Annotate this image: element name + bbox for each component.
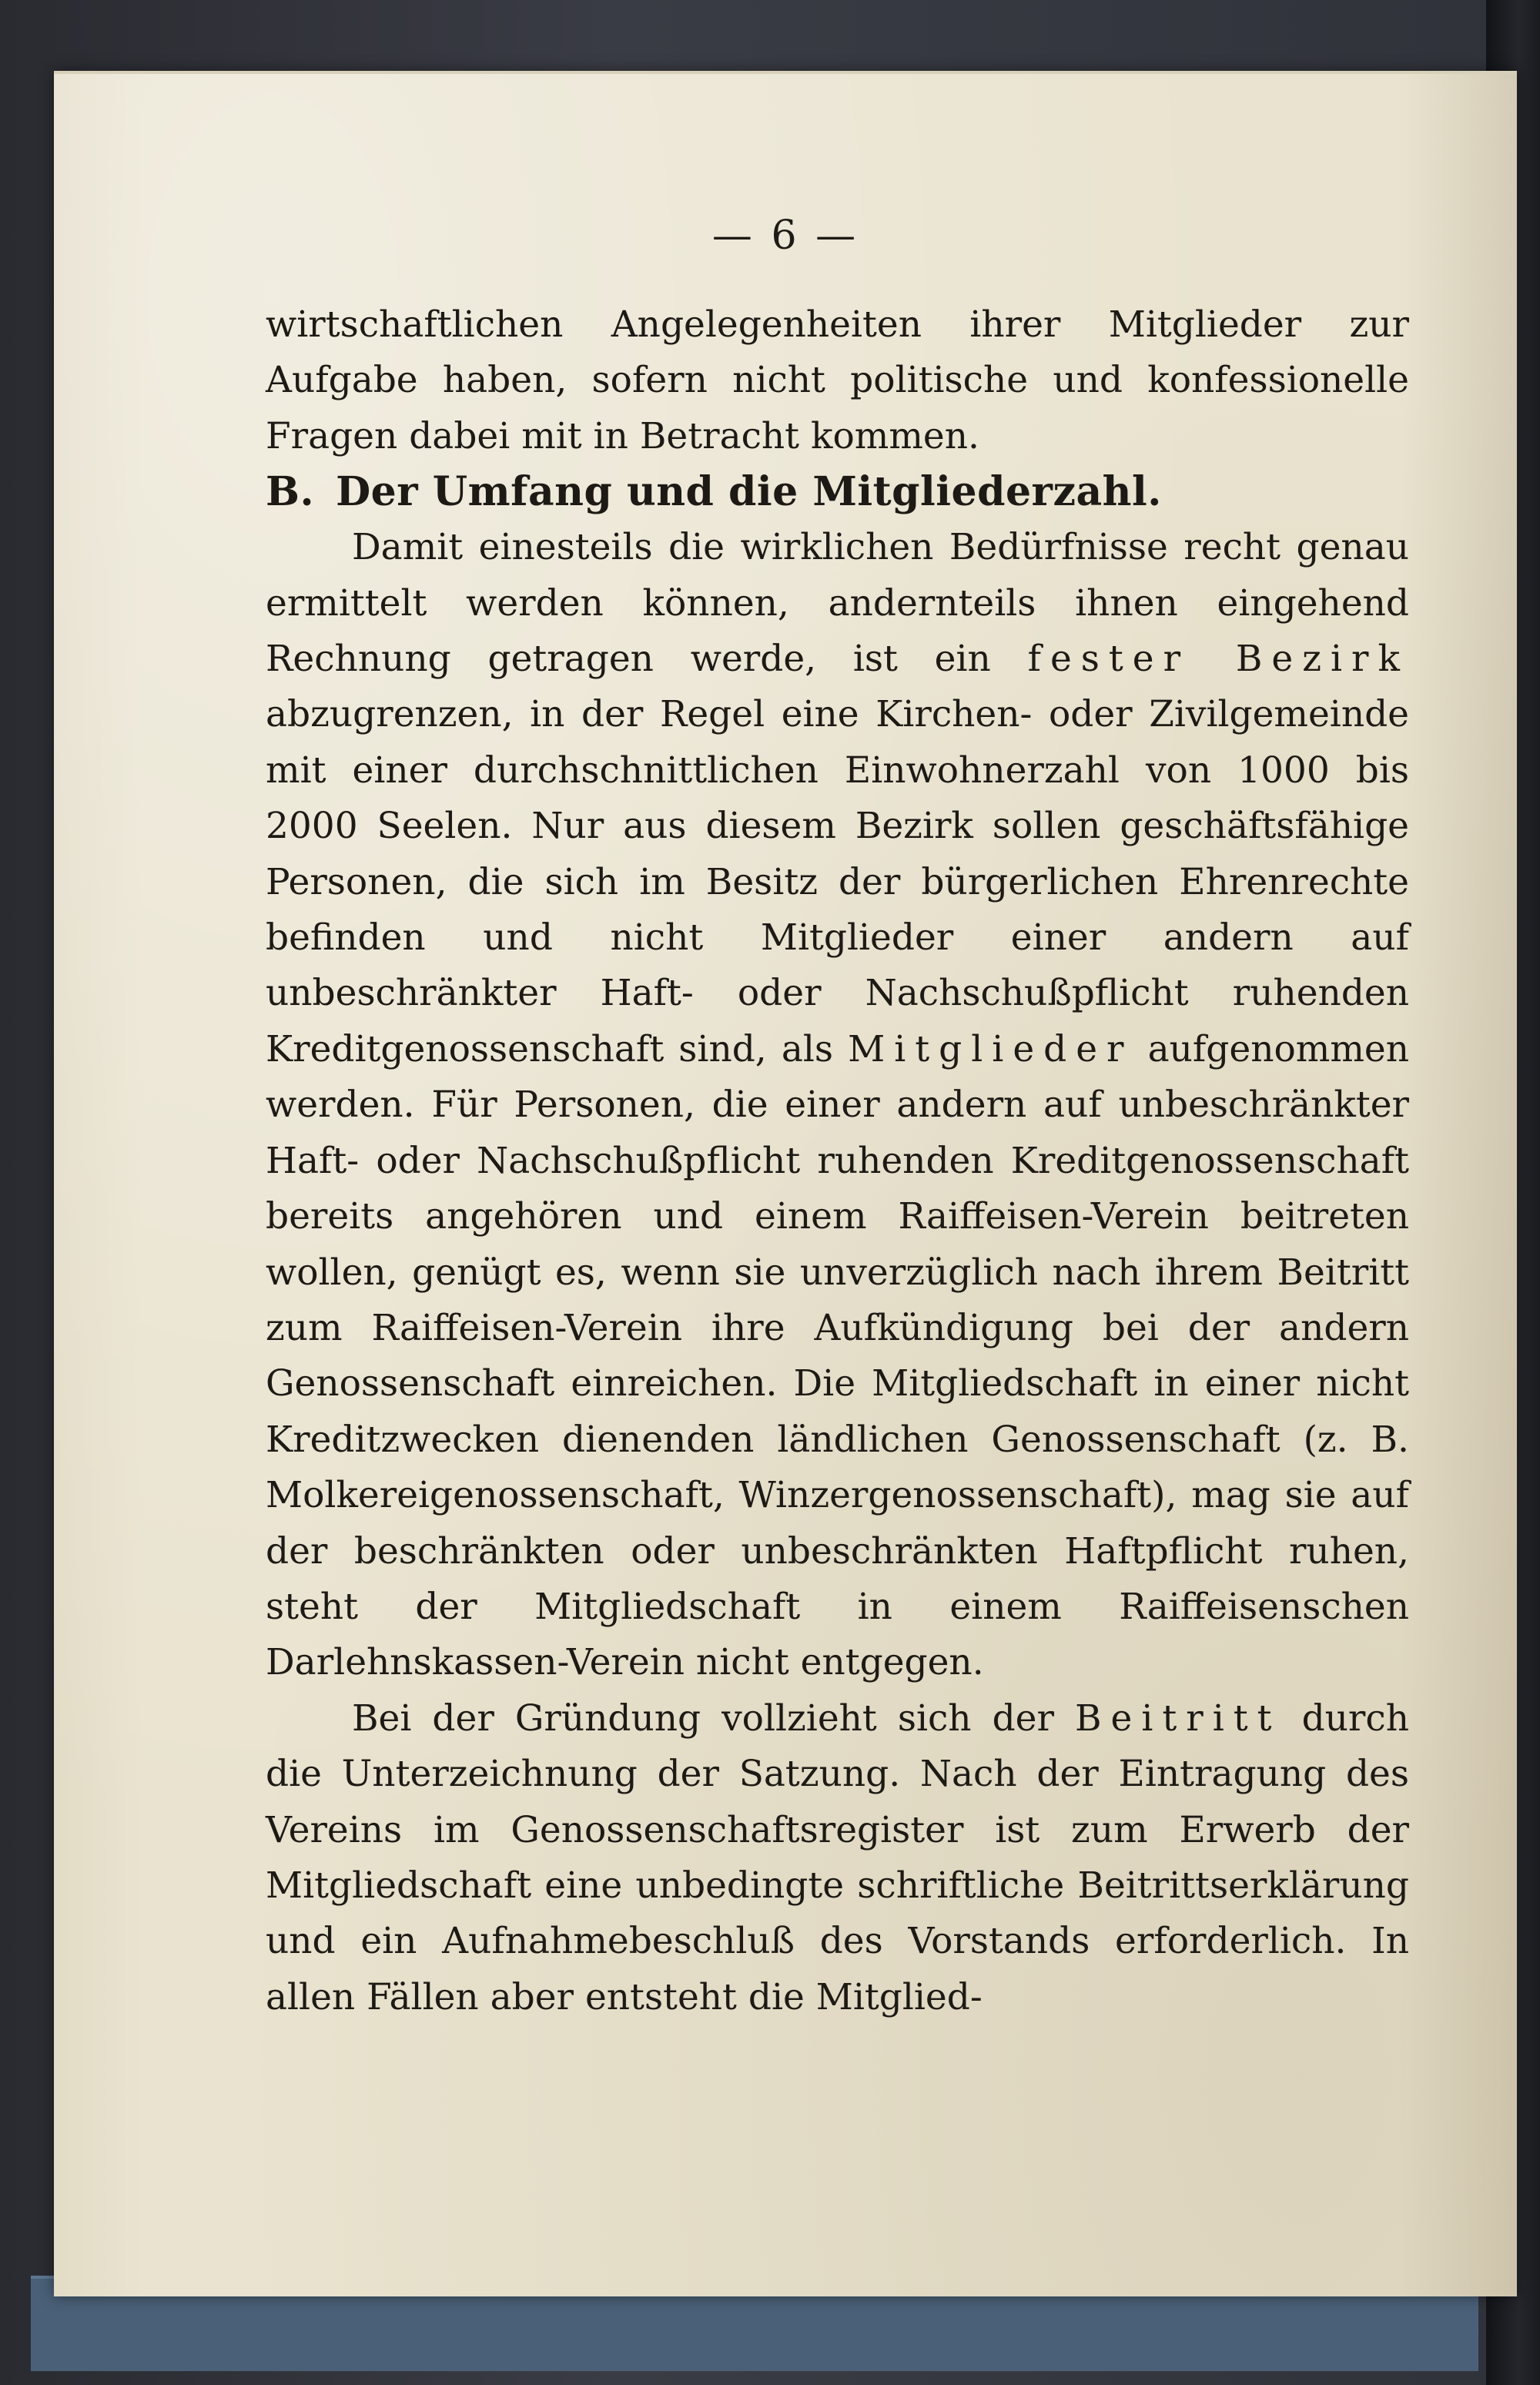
page-body	[266, 297, 1409, 2025]
paragraph-1-text-b: abzugrenzen, in der Regel eine Kirchen- oder Zivilgemeinde mit einer durchschnittlichen Einwohnerzahl von 1000 bis 2000 Seelen. Nur aus diesem Bezirk sollen geschäftsfähige Personen, die sich im Besitz der bürgerlichen Ehrenrechte befinden und nicht Mitglieder einer andern auf unbeschränkter Haft- oder Nachschußpflicht ruhenden Kreditgenossenschaft sind, als	[266, 693, 1409, 1070]
section-title: Der Umfang und die Mitgliederzahl.	[336, 468, 1162, 516]
paragraph-2-text-a: Bei der Gründung vollzieht sich der	[352, 1697, 1075, 1740]
section-letter: B.	[266, 468, 315, 516]
emphasis-joining: Beitritt	[1075, 1697, 1281, 1740]
emphasis-members: Mitglieder	[848, 1027, 1133, 1070]
paragraph-2-text-b: durch die Unterzeichnung der Satzung. Nach der Eintragung des Vereins im Genossenschaftsregister ist zum Erwerb der Mitgliedschaft eine unbedingte schriftliche Beitrittserklärung und ein Aufnahmebeschluß des Vorstands erforderlich. In allen Fällen aber entsteht die Mitglied-	[266, 1697, 1409, 2018]
emphasis-fixed-district: fester Bezirk	[1027, 638, 1409, 681]
book-page	[54, 71, 1517, 2296]
paragraph-1-text-c: aufgenommen werden. Für Personen, die einer andern auf unbeschränkter Haft- oder Nachschußpflicht ruhenden Kreditgenossenschaft bereits angehören und einem Raiffeisen-Verein beitreten wollen, genügt es, wenn sie unverzüglich nach ihrem Beitritt zum Raiffeisen-Verein ihre Aufkündigung bei der andern Genossenschaft einreichen. Die Mitgliedschaft in einer nicht Kreditzwecken dienenden ländlichen Genossenschaft (z. B. Molkereigenossenschaft, Winzergenossenschaft), mag sie auf der beschränkten oder unbeschränkten Haftpflicht ruhen, steht der Mitgliedschaft in einem Raiffeisenschen Darlehnskassen-Verein nicht entgegen.	[266, 1027, 1409, 1684]
paragraph-1-text-a: Damit einesteils die wirklichen Bedürfnisse recht genau ermittelt werden können, andernteils ihnen eingehend Rechnung getragen werde, ist ein	[266, 526, 1409, 681]
paragraph-joining	[266, 1691, 1409, 2025]
section-heading	[266, 464, 1409, 520]
paragraph-membership-district	[266, 520, 1409, 1691]
intro-paragraph: wirtschaftlichen Angelegenheiten ihrer Mitglieder zur Aufgabe haben, sofern nicht politische und konfessionelle Fragen dabei mit in Betracht kommen.	[266, 303, 1409, 457]
page-number: — 6 —	[711, 213, 859, 259]
